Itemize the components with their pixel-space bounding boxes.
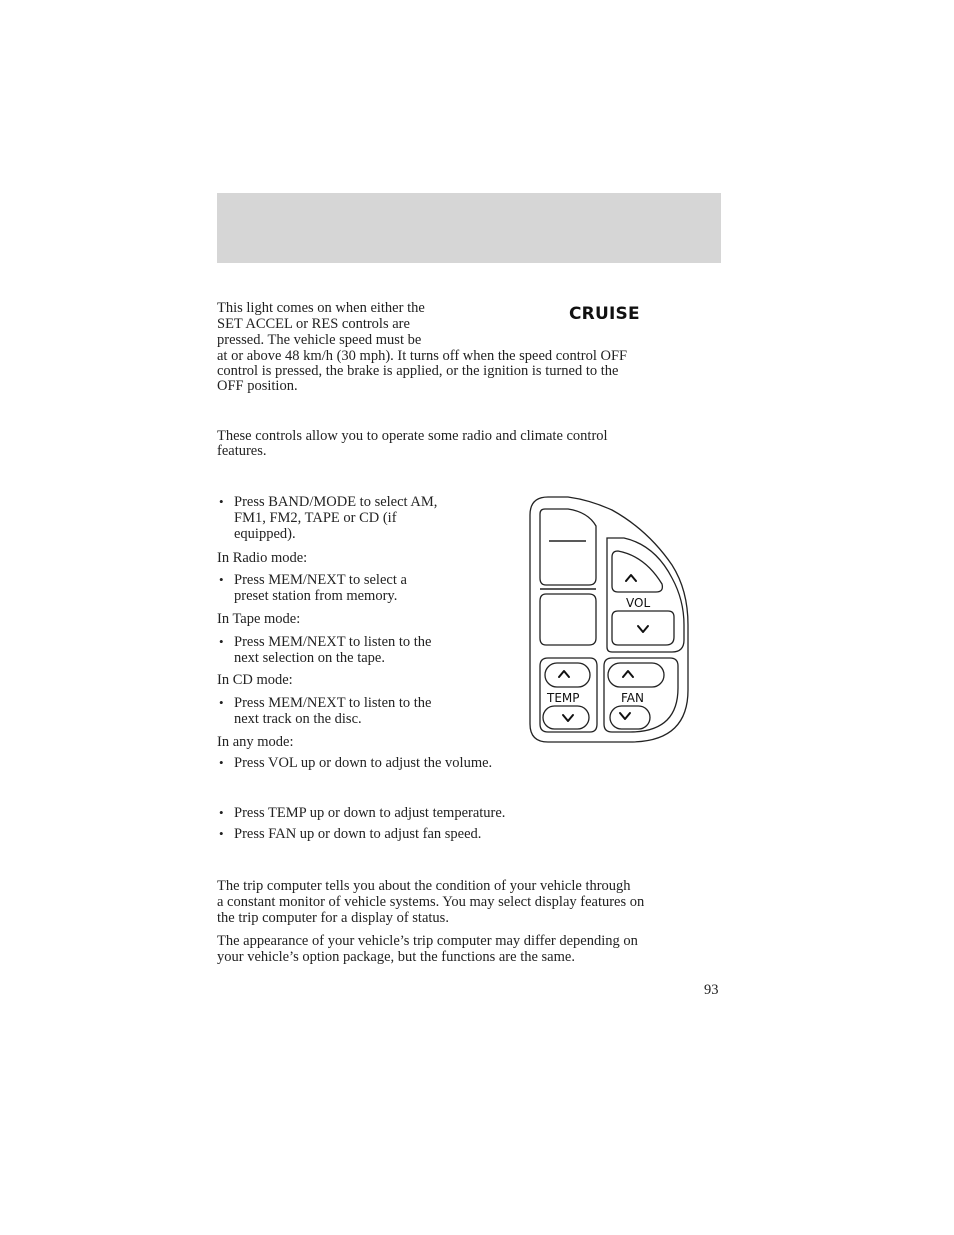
cd-mode-heading: In CD mode: <box>217 672 293 688</box>
page-number: 93 <box>704 982 719 998</box>
radio-bullet-1-line-2: FM1, FM2, TAPE or CD (if <box>234 510 397 526</box>
bullet-dot: • <box>219 494 224 509</box>
chevron-down-icon <box>638 626 648 632</box>
chevron-up-icon <box>623 671 633 677</box>
vol-up-button[interactable] <box>612 551 662 592</box>
cruise-text-line-2: SET ACCEL or RES controls are <box>217 316 410 332</box>
control-pad-outline <box>530 497 688 742</box>
cruise-indicator-label: CRUISE <box>569 304 640 324</box>
bullet-dot: • <box>219 695 224 710</box>
chevron-down-icon <box>563 715 573 721</box>
trip-p1-line-2: a constant monitor of vehicle systems. You may select display features on <box>217 894 645 910</box>
trip-p2-line-2: your vehicle’s option package, but the functions are the same. <box>217 949 575 965</box>
chevron-up-icon <box>559 671 569 677</box>
controls-intro-line-2: features. <box>217 443 267 459</box>
climate-bullet-2: Press FAN up or down to adjust fan speed. <box>234 826 482 842</box>
cruise-text-line-1: This light comes on when either the <box>217 300 425 316</box>
radio-bullet-3-line-1: Press MEM/NEXT to listen to the <box>234 634 432 650</box>
radio-bullet-1-line-3: equipped). <box>234 526 296 542</box>
radio-mode-heading: In Radio mode: <box>217 550 308 566</box>
radio-bullet-3-line-2: next selection on the tape. <box>234 650 385 666</box>
any-mode-heading: In any mode: <box>217 734 294 750</box>
section-header-band <box>217 193 721 263</box>
cruise-text-line-6: OFF position. <box>217 378 298 394</box>
controls-intro-line-1: These controls allow you to operate some radio and climate control <box>217 428 608 444</box>
bullet-dot: • <box>219 572 224 587</box>
radio-bullet-4-line-1: Press MEM/NEXT to listen to the <box>234 695 432 711</box>
vol-label: VOL <box>626 596 651 610</box>
bullet-dot: • <box>219 755 224 770</box>
climate-bullet-1: Press TEMP up or down to adjust temperature. <box>234 805 506 821</box>
chevron-down-icon <box>620 713 630 719</box>
trip-p1-line-3: the trip computer for a display of status. <box>217 910 449 926</box>
radio-bullet-2-line-2: preset station from memory. <box>234 588 398 604</box>
radio-bullet-1-line-1: Press BAND/MODE to select AM, <box>234 494 438 510</box>
vol-group-outline <box>607 538 684 652</box>
upper-left-button <box>540 509 596 585</box>
cruise-text-line-4: at or above 48 km/h (30 mph). It turns off when the speed control OFF <box>217 348 628 364</box>
radio-bullet-5: Press VOL up or down to adjust the volume. <box>234 755 493 771</box>
trip-p1-line-1: The trip computer tells you about the condition of your vehicle through <box>217 878 631 894</box>
bullet-dot: • <box>219 634 224 649</box>
fan-label: FAN <box>621 691 644 705</box>
cruise-text-line-5: control is pressed, the brake is applied, or the ignition is turned to the <box>217 363 619 379</box>
chevron-up-icon <box>626 575 636 581</box>
temp-label: TEMP <box>547 691 580 705</box>
bullet-dot: • <box>219 826 224 841</box>
steering-wheel-controls-diagram <box>525 494 693 746</box>
bullet-dot: • <box>219 805 224 820</box>
lower-left-button <box>540 594 596 645</box>
vol-down-button[interactable] <box>612 611 674 645</box>
radio-bullet-2-line-1: Press MEM/NEXT to select a <box>234 572 407 588</box>
radio-bullet-4-line-2: next track on the disc. <box>234 711 362 727</box>
trip-p2-line-1: The appearance of your vehicle’s trip computer may differ depending on <box>217 933 638 949</box>
fan-up-button[interactable] <box>608 663 664 687</box>
fan-down-button[interactable] <box>610 706 650 729</box>
tape-mode-heading: In Tape mode: <box>217 611 301 627</box>
cruise-text-line-3: pressed. The vehicle speed must be <box>217 332 422 348</box>
